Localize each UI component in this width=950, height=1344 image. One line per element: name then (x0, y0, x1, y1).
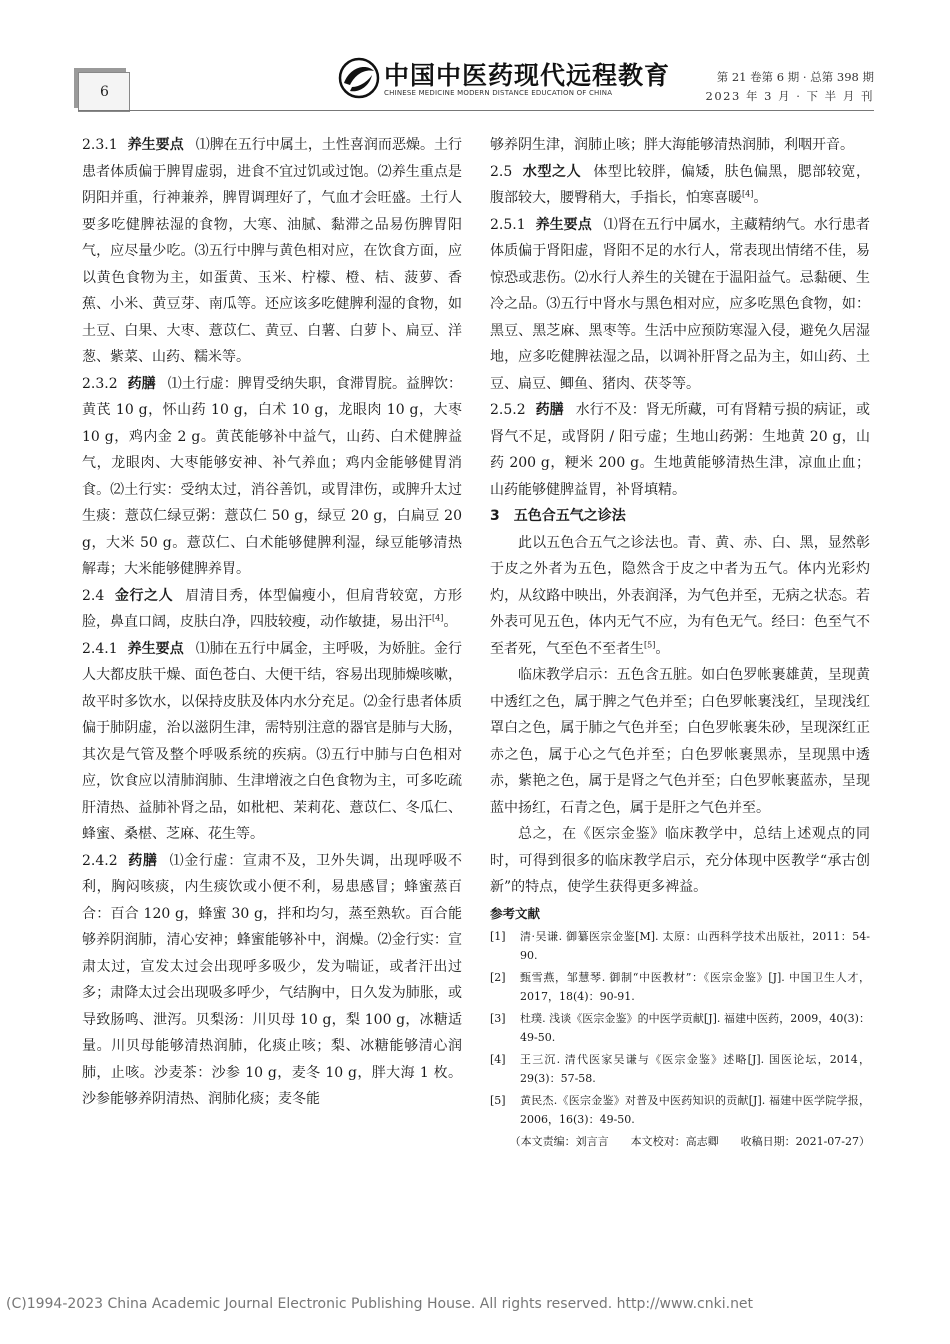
right-column (490, 132, 870, 1151)
reference-number: [2] (490, 971, 506, 984)
references-list (490, 927, 870, 1129)
reference-item (490, 927, 870, 965)
reference-text: 黄民杰.《医宗金鉴》对普及中医药知识的贡献[J]. 福建中医学院学报，2006，16(3)：49-50. (520, 1094, 870, 1126)
reference-item (490, 968, 870, 1006)
section-2-3-2: 2.3.2 药膳 ⑴土行虚：脾胃受纳失职，食滞胃脘。益脾饮：黄芪 10 g，怀山药 10 g，白术 10 g，龙眼肉 10 g，大枣 10 g，鸡内金 2 g。黄芪能够补中益气，山药、白术健脾益气，龙眼肉、大枣能够安神、补气养血；鸡内金能够健胃消食。⑵土行实：受纳太过，消谷善饥，或胃津伤，或脾升太过生痰：薏苡仁绿豆粥：薏苡仁 50 g，绿豆 20 g，白扁豆 20 g，大米 50 g。薏苡仁、白术能够健脾利湿，绿豆能够清热解毒；大米能够健脾养胃。 (82, 375, 463, 577)
references-heading: 参考文献 (490, 905, 541, 921)
continued-text: 够养阴生津，润肺止咳；胖大海能够清热润肺，利咽开音。 (490, 137, 854, 153)
citation: [5] (644, 639, 656, 649)
section-2-5-1: 2.5.1 养生要点 ⑴肾在五行中属水，主藏精纳气。水行患者体质偏于肾阳虚，肾阳不足的水行人，常表现出情绪不佳，易惊恐或悲伤。⑵水行人养生的关键在于温阳益气。忌黏硬、生冷之品。⑶五行中肾水与黑色相对应，应多吃黑色食物，如：黑豆、黑芝麻、黑枣等。生活中应预防寒湿入侵，避免久居湿地，应多吃健脾祛湿之品，以调补肝肾之品为主，如山药、土豆、扁豆、鲫鱼、猪肉、茯苓等。 (490, 216, 871, 392)
reference-text: 清·吴谦. 御纂医宗金鉴[M]. 太原：山西科学技术出版社，2011：54-90. (520, 930, 870, 962)
section-3-paragraph-2: 临床教学启示：五色含五脏。如白色罗帐裹雄黄，呈现黄中透红之色，属于脾之气色并至；白色罗帐裹浅红，呈现浅红罩白之色，属于肺之气色并至；白色罗帐裹朱砂，呈现深红正赤之色，属于心之气色并至；白色罗帐裹黑赤，呈现黑中透赤，紫艳之色，属于是肾之气色并至；白色罗帐裹蓝赤，呈现蓝中扬红，石青之色，属于是肝之气色并至。 (490, 667, 870, 816)
reference-text: 甄雪燕，邹慧琴. 御制“中医教材”：《医宗金鉴》[J]. 中国卫生人才，2017，18(4)：90-91. (520, 971, 870, 1003)
left-column (82, 132, 462, 1113)
section-3-heading: 3 五色合五气之诊法 (490, 508, 626, 524)
journal-logo-icon (338, 57, 380, 99)
editor-note: （本文责编：刘言言 本文校对：高志卿 收稿日期：2021-07-27） (509, 1135, 870, 1148)
reference-number: [5] (490, 1094, 506, 1107)
section-2-5-2: 2.5.2 药膳 水行不及：肾无所藏，可有肾精亏损的病证，或肾气不足，或肾阴 / 阳亏虚；生地山药粥：生地黄 20 g，山药 200 g，粳米 200 g。生地黄能够清热生津，凉血止血；山药能够健脾益胃，补肾填精。 (490, 402, 871, 498)
section-2-5: 2.5 水型之人 体型比较胖，偏矮，肤色偏黑，腮部较宽，腹部较大，腰臀稍大，手指长，怕寒喜暖[4]。 (490, 163, 871, 206)
volume-issue: 第 21 卷第 6 期 · 总第 398 期 (716, 70, 874, 84)
reference-item (490, 1009, 870, 1047)
section-2-3-1: 2.3.1 养生要点 ⑴脾在五行中属土，土性喜润而恶燥。土行患者体质偏于脾胃虚弱，进食不宜过饥或过饱。⑵养生重点是阴阳并重，行神兼养，脾胃调理好了，气血才会旺盛。土行人要多吃健脾祛湿的食物，大寒、油腻、黏滞之品易伤脾胃阳气，应尽量少吃。⑶五行中脾与黄色相对应，在饮食方面，应以黄色食物为主，如蛋黄、玉米、柠檬、橙、桔、菠萝、香蕉、小米、黄豆芽、南瓜等。还应该多吃健脾利湿的食物，如土豆、白果、大枣、薏苡仁、黄豆、白薯、白萝卜、扁豆、洋葱、紫菜、山药、糯米等。 (82, 137, 463, 365)
reference-item (490, 1050, 870, 1088)
reference-number: [1] (490, 930, 506, 943)
reference-number: [3] (490, 1012, 506, 1025)
section-2-4-2: 2.4.2 药膳 ⑴金行虚：宣肃不及，卫外失调，出现呼吸不利，胸闷咳痰，内生痰饮或小便不利，易患感冒；蜂蜜蒸百合：百合 120 g，蜂蜜 30 g，拌和均匀，蒸至熟软。百合能够养阴润肺，清心安神；蜂蜜能够补中，润燥。⑵金行实：宣肃太过，宣发太过会出现呼多吸少，发为喘证，或者汗出过多；肃降太过会出现吸多呼少，气结胸中，日久发为肺胀，或导致肠鸣、泄泻。贝梨汤：川贝母 10 g，梨 100 g，冰糖适量。川贝母能够清热润肺，化痰止咳；梨、冰糖能够清心润肺，止咳。沙麦茶：沙参 10 g，麦冬 10 g，胖大海 1 枚。沙参能够养阴清热、润肺化痰；麦冬能 (82, 852, 463, 1107)
reference-text: 杜璞. 浅谈《医宗金鉴》的中医学贡献[J]. 福建中医药，2009，40(3)：49-50. (520, 1012, 870, 1044)
section-3-paragraph-3: 总之，在《医宗金鉴》临床教学中，总结上述观点的同时，可得到很多的临床教学启示，充分体现中医教学“承古创新”的特点，使学生获得更多裨益。 (490, 826, 870, 895)
reference-number: [4] (490, 1053, 506, 1066)
copyright-footer: (C)1994-2023 China Academic Journal Electronic Publishing House. All rights reserved. http://www.cnki.net (6, 1296, 754, 1312)
citation: [4] (432, 613, 444, 623)
section-3-paragraph-1: 此以五色合五气之诊法也。青、黄、赤、白、黑，显然彰于皮之外者为五色，隐然含于皮之中者为五气。体内光彩灼灼，从纹路中映出，外表润泽，为气色并至，无病之状态。若外表可见五色，体内无气不应，为有色无气。经曰：色至气不至者死，气至色不至者生[5]。 (490, 534, 870, 657)
issue-date: 2023 年 3 月 · 下 半 月 刊 (705, 89, 874, 103)
journal-subtitle: CHINESE MEDICINE MODERN DISTANCE EDUCATION OF CHINA (384, 89, 613, 97)
journal-title: 中国中医药现代远程教育 (384, 61, 671, 90)
reference-text: 王三沉. 清代医家吴谦与《医宗金鉴》述略[J]. 国医论坛，2014，29(3)：57-58. (520, 1053, 870, 1085)
section-2-4-1: 2.4.1 养生要点 ⑴肺在五行中属金，主呼吸，为娇脏。金行人大都皮肤干燥、面色苍白、大便干结，容易出现肺燥咳嗽，故平时多饮水，以保持皮肤及体内水分充足。⑵金行患者体质偏于肺阴虚，治以滋阴生津，需特别注意的器官是肺与大肠，其次是气管及整个呼吸系统的疾病。⑶五行中肺与白色相对应，饮食应以清肺润肺、生津增液之白色食物为主，可多吃疏肝清热、益肺补肾之品，如枇杷、茉莉花、薏苡仁、冬瓜仁、蜂蜜、桑椹、芝麻、花生等。 (82, 640, 463, 842)
citation: [4] (742, 189, 754, 199)
section-2-4: 2.4 金行之人 眉清目秀，体型偏瘦小，但肩背较宽，方形脸，鼻直口阔，皮肤白净，四肢较瘦，动作敏捷，易出汗[4]。 (82, 587, 463, 630)
reference-item (490, 1091, 870, 1129)
page-number: 6 (100, 84, 109, 100)
header-rule (78, 110, 874, 111)
